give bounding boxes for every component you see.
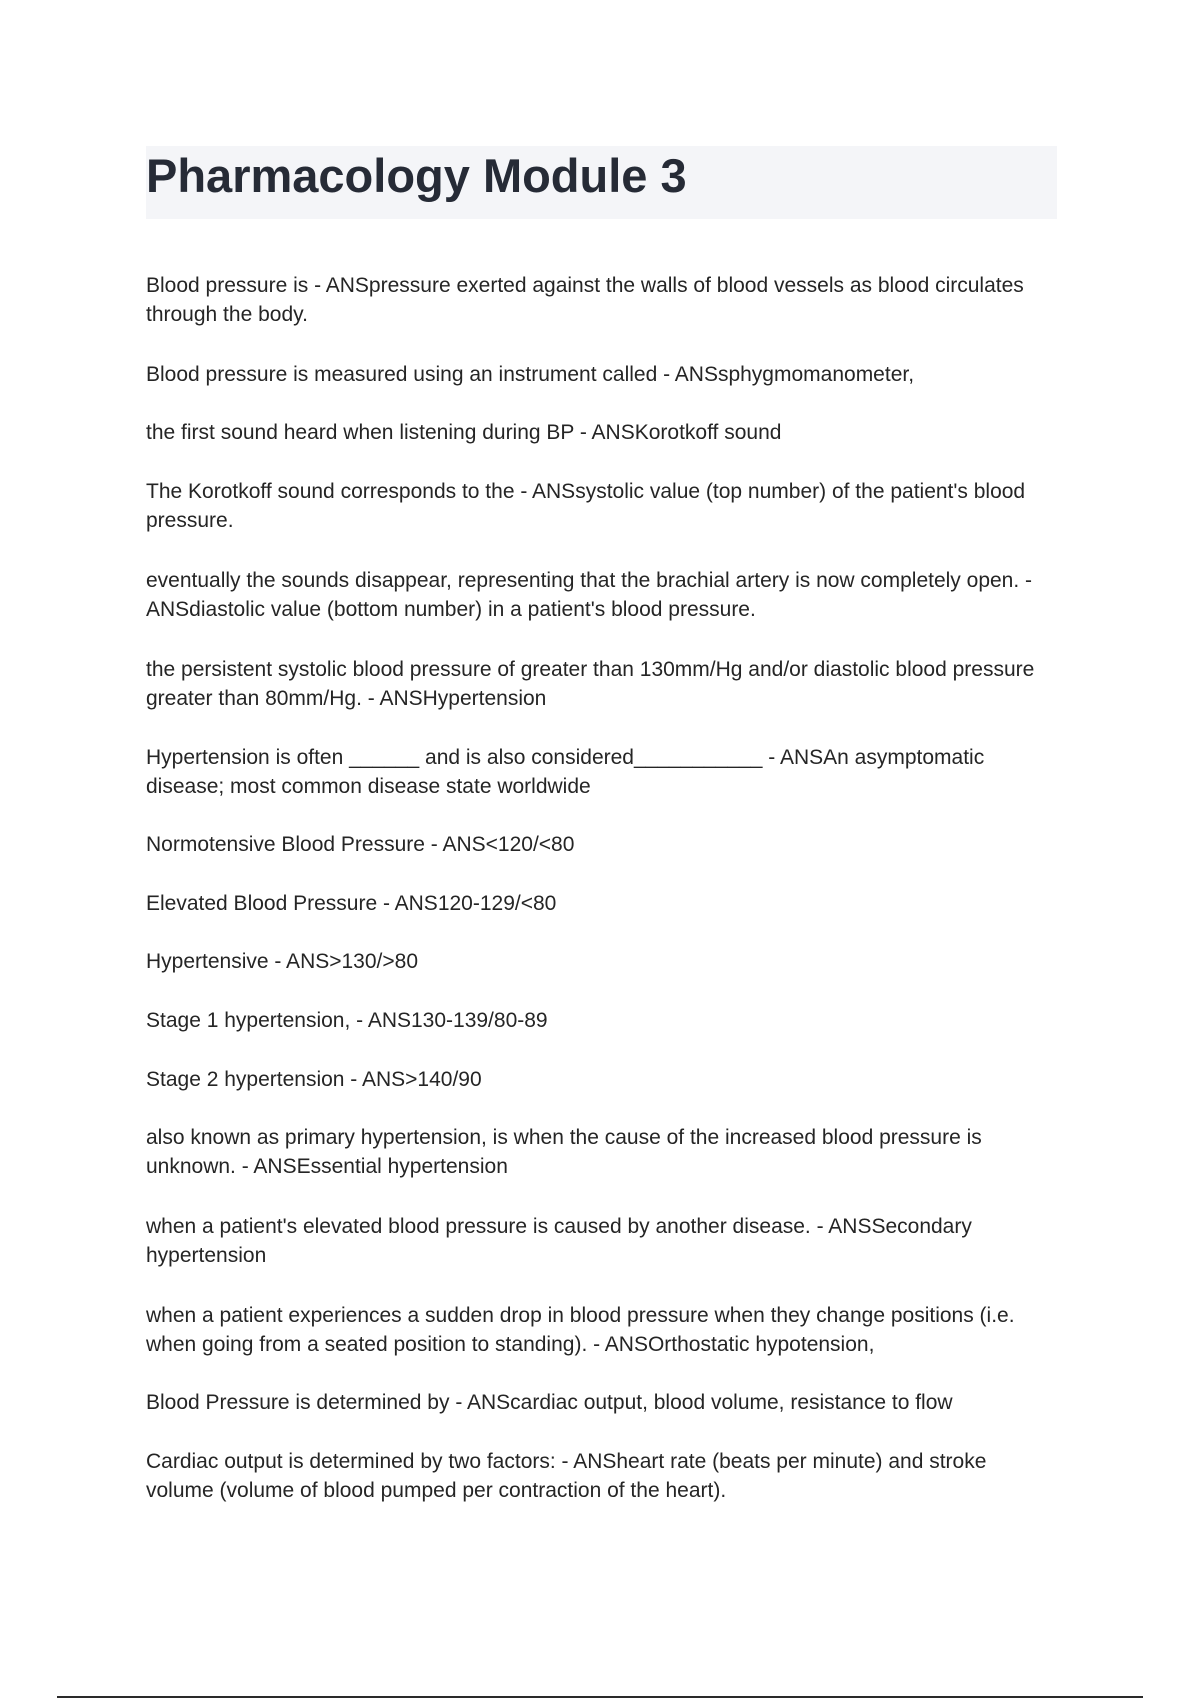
qa-entry: Stage 2 hypertension - ANS>140/90 (146, 1068, 482, 1091)
qa-entry: eventually the sounds disappear, representing that the brachial artery is now completely open. - ANSdiastolic value (bottom number) in a patient's blood pressure. (146, 569, 1033, 621)
qa-entry: Blood Pressure is determined by - ANScardiac output, blood volume, resistance to flow (146, 1391, 953, 1414)
qa-entry: The Korotkoff sound corresponds to the - ANSsystolic value (top number) of the patient's blood pressure. (146, 480, 1026, 532)
qa-entry: Blood pressure is measured using an instrument called - ANSsphygmomanometer, (146, 363, 915, 386)
qa-entry: Stage 1 hypertension, - ANS130-139/80-89 (146, 1009, 548, 1032)
qa-entry: when a patient's elevated blood pressure is caused by another disease. - ANSSecondary hypertension (146, 1215, 972, 1267)
qa-entry: also known as primary hypertension, is when the cause of the increased blood pressure is unknown. - ANSEssential hypertension (146, 1126, 982, 1178)
qa-entry: Normotensive Blood Pressure - ANS<120/<80 (146, 833, 575, 856)
qa-entry: the first sound heard when listening during BP - ANSKorotkoff sound (146, 421, 782, 444)
qa-entry: Hypertension is often ______ and is also considered___________ - ANSAn asymptomatic disease; most common disease state worldwide (146, 746, 985, 798)
qa-entry: Cardiac output is determined by two factors: - ANSheart rate (beats per minute) and stroke volume (volume of blood pumped per contraction of the heart). (146, 1450, 987, 1502)
qa-entry: the persistent systolic blood pressure of greater than 130mm/Hg and/or diastolic blood pressure greater than 80mm/Hg. - ANSHypertension (146, 658, 1035, 710)
qa-entry: Elevated Blood Pressure - ANS120-129/<80 (146, 892, 557, 915)
qa-entry: Blood pressure is - ANSpressure exerted against the walls of blood vessels as blood circulates through the body. (146, 274, 1024, 326)
qa-entry: when a patient experiences a sudden drop in blood pressure when they change positions (i.e. when going from a seated position to standing). - ANSOrthostatic hypotension, (146, 1304, 1015, 1356)
page-title: Pharmacology Module 3 (146, 149, 687, 202)
footer-divider (57, 1696, 1143, 1698)
qa-entry: Hypertensive - ANS>130/>80 (146, 950, 418, 973)
